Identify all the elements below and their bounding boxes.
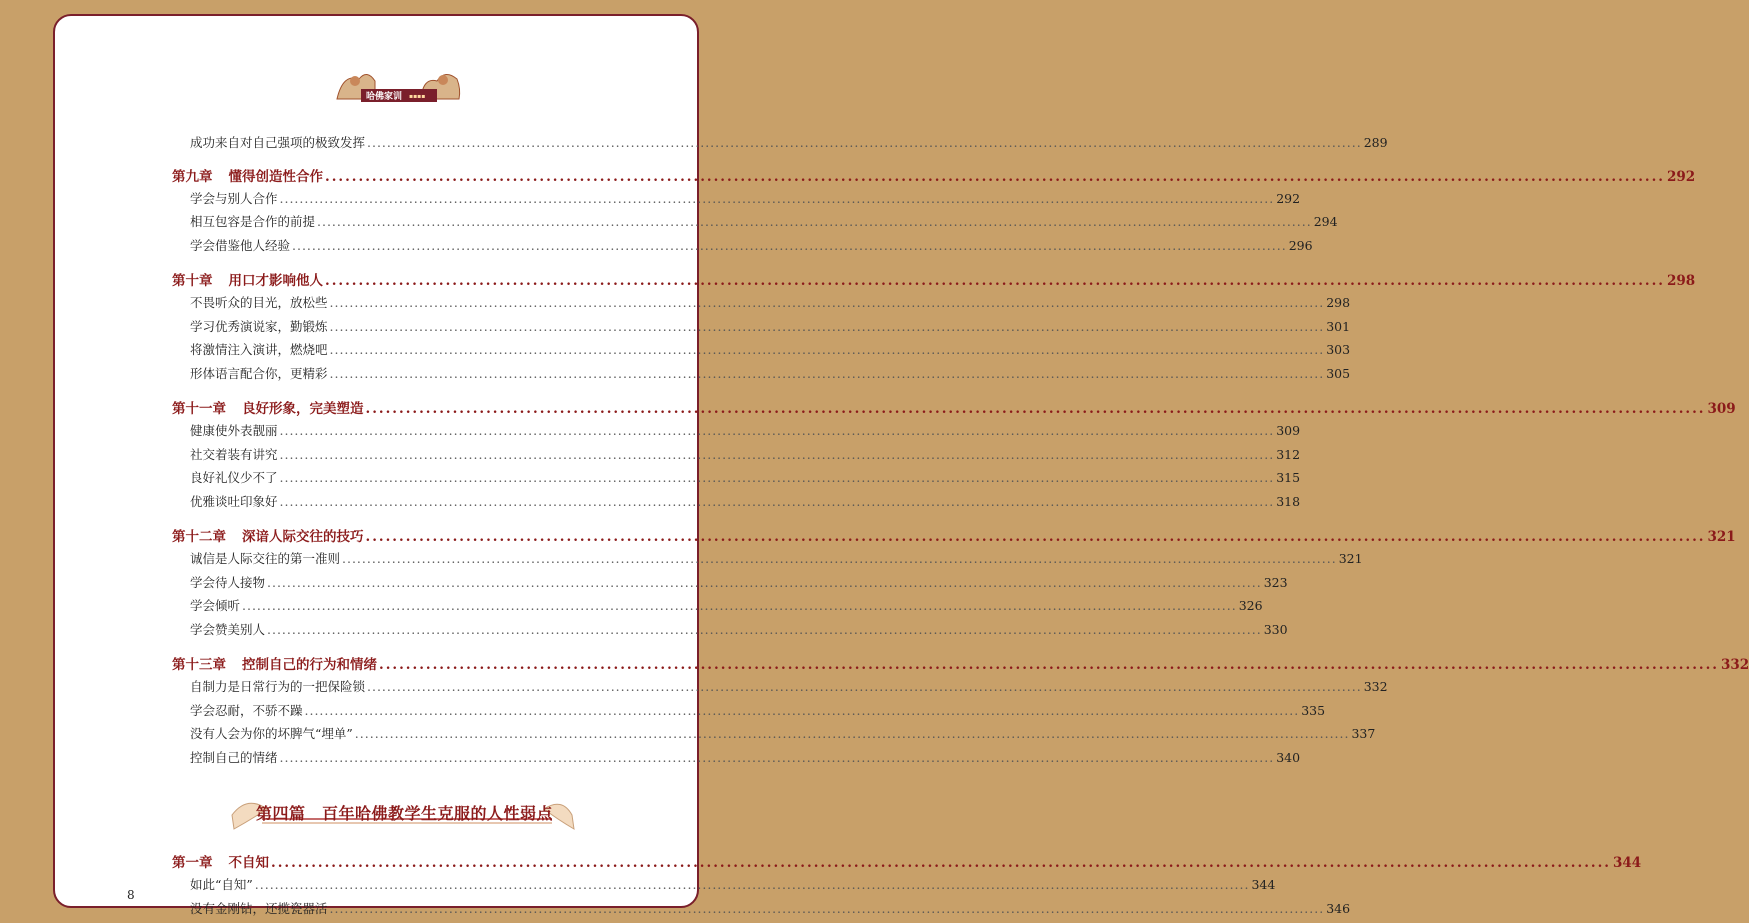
entry-title: 没有金刚钻，还揽瓷器活 bbox=[190, 900, 328, 916]
entry-title: 将激情注入演讲，燃烧吧 bbox=[190, 342, 328, 357]
entry-title: 良好礼仪少不了 bbox=[190, 470, 278, 485]
toc-entry-row[interactable] bbox=[172, 620, 1288, 644]
entry-title: 学会与别人合作 bbox=[190, 190, 278, 206]
entry-page: 344 bbox=[1251, 877, 1276, 892]
toc-entry-row[interactable] bbox=[172, 317, 1351, 341]
chapter-page: 321 bbox=[1707, 529, 1736, 545]
dot-leader: ........................................................................................................................................................................................................ bbox=[254, 877, 1250, 892]
svg-text:哈佛家训: 哈佛家训 bbox=[366, 92, 403, 102]
entry-title: 如此“自知” bbox=[190, 877, 253, 892]
dot-leader: ........................................................................................................................................................................................................ bbox=[267, 574, 1262, 590]
chapter-page: 292 bbox=[1667, 168, 1696, 185]
entry-title: 相互包容是合作的前提 bbox=[190, 214, 316, 229]
entry-title: 不畏听众的目光，放松些 bbox=[190, 295, 328, 310]
entry-page: 332 bbox=[1363, 679, 1388, 694]
entry-title: 学会忍耐，不骄不躁 bbox=[190, 702, 303, 718]
entry-page: 321 bbox=[1338, 551, 1363, 566]
toc-entry-row[interactable] bbox=[172, 573, 1288, 597]
dot-leader: ........................................................................................................................................................................................................ bbox=[325, 168, 1665, 185]
dot-leader: ........................................................................................................................................................................................................ bbox=[279, 493, 1275, 509]
entry-page: 323 bbox=[1263, 574, 1288, 590]
dot-leader: ........................................................................................................................................................................................................ bbox=[317, 214, 1312, 229]
entry-page: 330 bbox=[1263, 621, 1288, 637]
dot-leader: ........................................................................................................................................................................................................ bbox=[329, 318, 1325, 334]
dot-leader: ........................................................................................................................................................................................................ bbox=[329, 342, 1325, 357]
chapter-title: 用口才影响他人 bbox=[228, 273, 323, 289]
dot-leader: ........................................................................................................................................................................................................ bbox=[279, 423, 1275, 438]
page-number: 8 bbox=[127, 888, 135, 902]
chapter-number: 第一章 bbox=[172, 855, 213, 871]
chapter-title: 懂得创造性合作 bbox=[228, 168, 323, 185]
toc-entry-row[interactable] bbox=[172, 677, 1388, 701]
dot-leader: ........................................................................................................................................................................................................ bbox=[279, 749, 1275, 765]
toc-entry-row[interactable] bbox=[172, 445, 1301, 469]
chapter-page: 344 bbox=[1613, 855, 1642, 871]
entry-title: 社交着装有讲究 bbox=[190, 446, 278, 462]
entry-page: 301 bbox=[1326, 318, 1351, 334]
chapter-page: 309 bbox=[1707, 401, 1736, 417]
chapter-number: 第十章 bbox=[172, 273, 213, 289]
entry-page: 312 bbox=[1276, 446, 1301, 462]
chapter-page: 332 bbox=[1721, 657, 1749, 673]
toc-entry-row[interactable] bbox=[172, 748, 1301, 772]
entry-title: 成功来自对自己强项的极致发挥 bbox=[190, 135, 366, 150]
toc-chapter-row[interactable] bbox=[172, 165, 1696, 189]
chapter-number: 第九章 bbox=[172, 168, 213, 185]
entry-page: 315 bbox=[1276, 470, 1301, 485]
toc-chapter-row[interactable] bbox=[172, 525, 1736, 549]
dot-leader: ........................................................................................................................................................................................................ bbox=[292, 237, 1287, 253]
chapter-number: 第十一章 bbox=[172, 401, 226, 417]
chapter-number: 第十二章 bbox=[172, 529, 226, 545]
toc-chapter-row[interactable] bbox=[172, 653, 1749, 677]
dot-leader: ........................................................................................................................................................................................................ bbox=[365, 529, 1706, 545]
entry-title: 控制自己的情绪 bbox=[190, 749, 278, 765]
dot-leader: ........................................................................................................................................................................................................ bbox=[279, 190, 1275, 206]
toc-entry-row[interactable] bbox=[172, 189, 1301, 213]
dot-leader: ........................................................................................................................................................................................................ bbox=[329, 900, 1325, 916]
toc-entry-row[interactable] bbox=[172, 701, 1326, 725]
dot-leader: ........................................................................................................................................................................................................ bbox=[271, 855, 1611, 871]
svg-text:▪▪▪▪: ▪▪▪▪ bbox=[409, 93, 426, 100]
dot-leader: ........................................................................................................................................................................................................ bbox=[279, 470, 1275, 485]
toc-entry-row[interactable] bbox=[172, 899, 1351, 923]
entry-title: 学会倾听 bbox=[190, 598, 241, 613]
toc-entry-row[interactable] bbox=[172, 364, 1351, 388]
entry-title: 优雅谈吐印象好 bbox=[190, 493, 278, 509]
entry-page: 318 bbox=[1276, 493, 1301, 509]
entry-page: 346 bbox=[1326, 900, 1351, 916]
dot-leader: ........................................................................................................................................................................................................ bbox=[367, 679, 1362, 694]
entry-title: 学会待人接物 bbox=[190, 574, 266, 590]
dot-leader: ........................................................................................................................................................................................................ bbox=[267, 621, 1262, 637]
toc-entry-row[interactable] bbox=[172, 236, 1313, 260]
entry-page: 337 bbox=[1351, 726, 1376, 741]
toc-entry-row[interactable] bbox=[172, 875, 1276, 899]
table-of-contents bbox=[172, 133, 1749, 922]
chapter-title: 控制自己的行为和情绪 bbox=[242, 657, 377, 673]
dot-leader: ........................................................................................................................................................................................................ bbox=[342, 551, 1337, 566]
chapter-title: 良好形象，完美塑造 bbox=[242, 401, 364, 417]
entry-page: 305 bbox=[1326, 365, 1351, 381]
chapter-title: 深谙人际交往的技巧 bbox=[242, 529, 364, 545]
dot-leader: ........................................................................................................................................................................................................ bbox=[304, 702, 1300, 718]
chapter-page: 298 bbox=[1667, 273, 1696, 289]
dot-leader: ........................................................................................................................................................................................................ bbox=[329, 295, 1325, 310]
toc-entry-row[interactable] bbox=[172, 340, 1351, 364]
entry-page: 326 bbox=[1238, 598, 1263, 613]
dot-leader: ........................................................................................................................................................................................................ bbox=[367, 135, 1362, 150]
entry-title: 学会借鉴他人经验 bbox=[190, 237, 291, 253]
toc-entry-row[interactable] bbox=[172, 549, 1363, 573]
toc-entry-row[interactable] bbox=[172, 468, 1301, 492]
dot-leader: ........................................................................................................................................................................................................ bbox=[329, 365, 1325, 381]
entry-title: 形体语言配合你，更精彩 bbox=[190, 365, 328, 381]
toc-chapter-row[interactable] bbox=[172, 269, 1696, 293]
toc-entry-row[interactable] bbox=[172, 212, 1338, 236]
chapter-title: 不自知 bbox=[228, 855, 269, 871]
dot-leader: ........................................................................................................................................................................................................ bbox=[242, 598, 1237, 613]
entry-page: 298 bbox=[1326, 295, 1351, 310]
entry-page: 289 bbox=[1363, 135, 1388, 150]
entry-title: 自制力是日常行为的一把保险锁 bbox=[190, 679, 366, 694]
harvard-family-lessons-logo bbox=[333, 65, 463, 109]
entry-title: 健康使外表靓丽 bbox=[190, 423, 278, 438]
chapter-number: 第十三章 bbox=[172, 657, 226, 673]
toc-entry-row[interactable] bbox=[172, 724, 1376, 748]
toc-entry-row[interactable] bbox=[172, 492, 1301, 516]
part-title: 第四篇 百年哈佛教学生克服的人性弱点 bbox=[255, 804, 553, 823]
part-heading bbox=[172, 789, 637, 841]
entry-title: 诚信是人际交往的第一准则 bbox=[190, 551, 341, 566]
toc-chapter-row[interactable] bbox=[172, 851, 1642, 875]
toc-entry-row[interactable] bbox=[172, 133, 1388, 157]
toc-entry-row[interactable] bbox=[172, 596, 1263, 620]
dot-leader: ........................................................................................................................................................................................................ bbox=[325, 273, 1665, 289]
entry-title: 学习优秀演说家，勤锻炼 bbox=[190, 318, 328, 334]
entry-page: 296 bbox=[1288, 237, 1313, 253]
dot-leader: ........................................................................................................................................................................................................ bbox=[279, 446, 1275, 462]
entry-title: 学会赞美别人 bbox=[190, 621, 266, 637]
entry-page: 294 bbox=[1313, 214, 1338, 229]
entry-title: 没有人会为你的坏脾气“埋单” bbox=[190, 726, 353, 741]
book-page bbox=[53, 14, 1749, 916]
dot-leader: ........................................................................................................................................................................................................ bbox=[379, 657, 1719, 673]
toc-entry-row[interactable] bbox=[172, 293, 1351, 317]
toc-chapter-row[interactable] bbox=[172, 397, 1736, 421]
entry-page: 303 bbox=[1326, 342, 1351, 357]
dot-leader: ........................................................................................................................................................................................................ bbox=[354, 726, 1350, 741]
entry-page: 309 bbox=[1276, 423, 1301, 438]
entry-page: 335 bbox=[1301, 702, 1326, 718]
entry-page: 340 bbox=[1276, 749, 1301, 765]
entry-page: 292 bbox=[1276, 190, 1301, 206]
dot-leader: ........................................................................................................................................................................................................ bbox=[365, 401, 1706, 417]
toc-entry-row[interactable] bbox=[172, 421, 1301, 445]
